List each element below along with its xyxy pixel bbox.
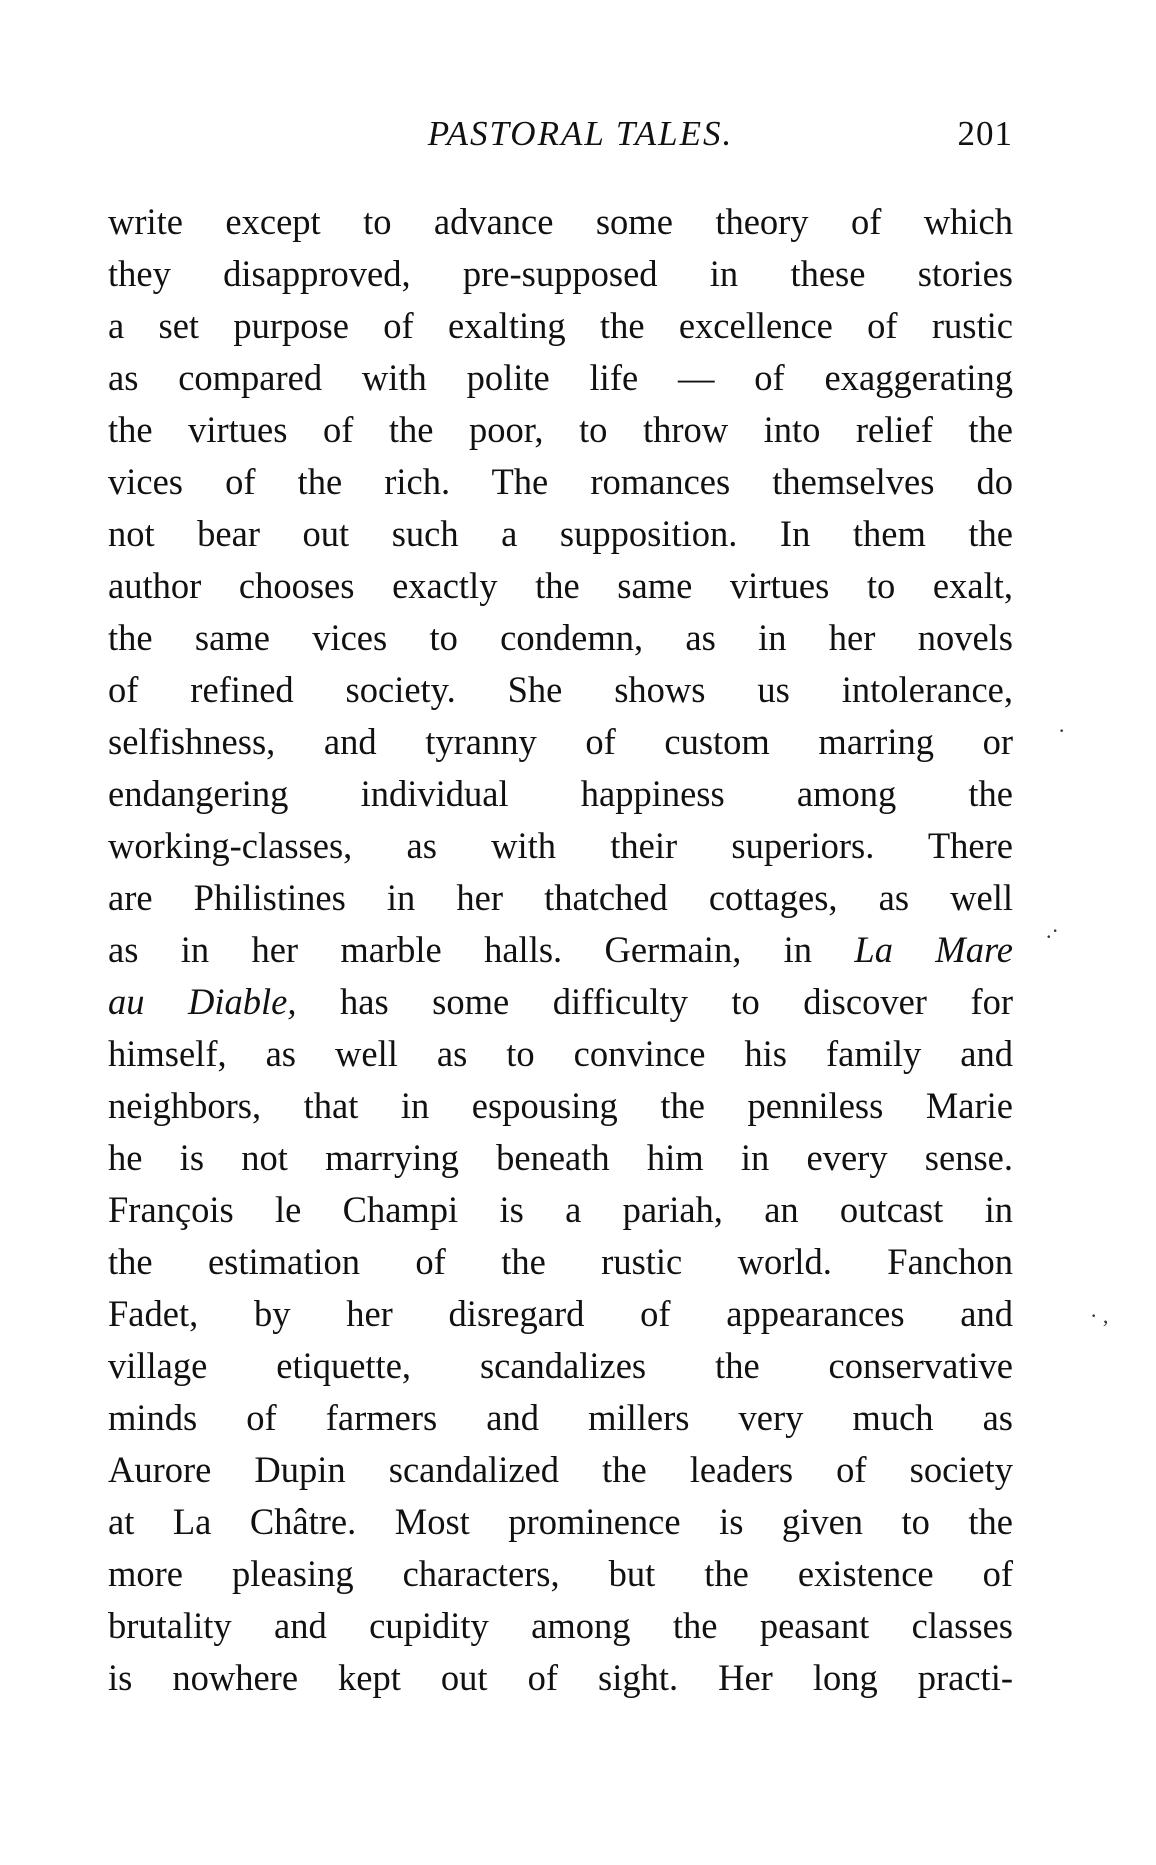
margin-speck: .·	[1046, 918, 1059, 943]
body-text	[108, 196, 1013, 1704]
text-line: selfishness, and tyranny of custom marring or	[108, 721, 1013, 762]
text-line: the virtues of the poor, to throw into relief the	[108, 409, 1013, 450]
margin-speck: · ,	[1090, 1303, 1109, 1328]
text-line: are Philistines in her thatched cottages, as well	[108, 877, 1013, 918]
text-line: vices of the rich. The romances themselves do	[108, 461, 1013, 502]
running-head	[108, 110, 1013, 158]
page-number: 201	[957, 114, 1013, 153]
text-line: Fadet, by her disregard of appearances and	[108, 1293, 1013, 1334]
text-line: of refined society. She shows us intolerance,	[108, 669, 1013, 710]
text-line: more pleasing characters, but the existence of	[108, 1553, 1013, 1594]
text-line: is nowhere kept out of sight. Her long practi-	[108, 1657, 1013, 1698]
italic-title: La Mare	[854, 929, 1014, 970]
text-line: Aurore Dupin scandalized the leaders of society	[108, 1449, 1013, 1490]
text-line: neighbors, that in espousing the penniless Marie	[108, 1085, 1013, 1126]
text-line: endangering individual happiness among the	[108, 773, 1013, 814]
running-title: PASTORAL TALES.	[427, 114, 734, 153]
text-line: he is not marrying beneath him in every sense.	[108, 1137, 1013, 1178]
text-line: brutality and cupidity among the peasant classes	[108, 1605, 1013, 1646]
text-line: working-classes, as with their superiors. There	[108, 825, 1013, 866]
text-segment: as in her marble halls. Germain, in	[108, 929, 813, 970]
text-line: they disapproved, pre-supposed in these stories	[108, 253, 1013, 294]
text-line: the estimation of the rustic world. Fanchon	[108, 1241, 1013, 1282]
text-segment: has some difficulty to discover for	[340, 981, 1014, 1022]
margin-speck: ·	[1058, 718, 1066, 743]
text-line: village etiquette, scandalizes the conservative	[108, 1345, 1013, 1386]
italic-title: au Diable,	[108, 981, 297, 1022]
text-line: a set purpose of exalting the excellence of rustic	[108, 305, 1013, 346]
text-line: minds of farmers and millers very much as	[108, 1397, 1013, 1438]
text-line: François le Champi is a pariah, an outcast in	[108, 1189, 1013, 1230]
text-line-with-italic-title	[108, 976, 1013, 1028]
text-line: as compared with polite life — of exaggerating	[108, 357, 1013, 398]
text-line: author chooses exactly the same virtues to exalt,	[108, 565, 1013, 606]
text-line: the same vices to condemn, as in her novels	[108, 617, 1013, 658]
text-line: himself, as well as to convince his family and	[108, 1033, 1013, 1074]
text-line: write except to advance some theory of which	[108, 201, 1013, 242]
text-line: not bear out such a supposition. In them the	[108, 513, 1013, 554]
text-line: at La Châtre. Most prominence is given to the	[108, 1501, 1013, 1542]
text-line-with-italic-title	[108, 924, 1013, 976]
